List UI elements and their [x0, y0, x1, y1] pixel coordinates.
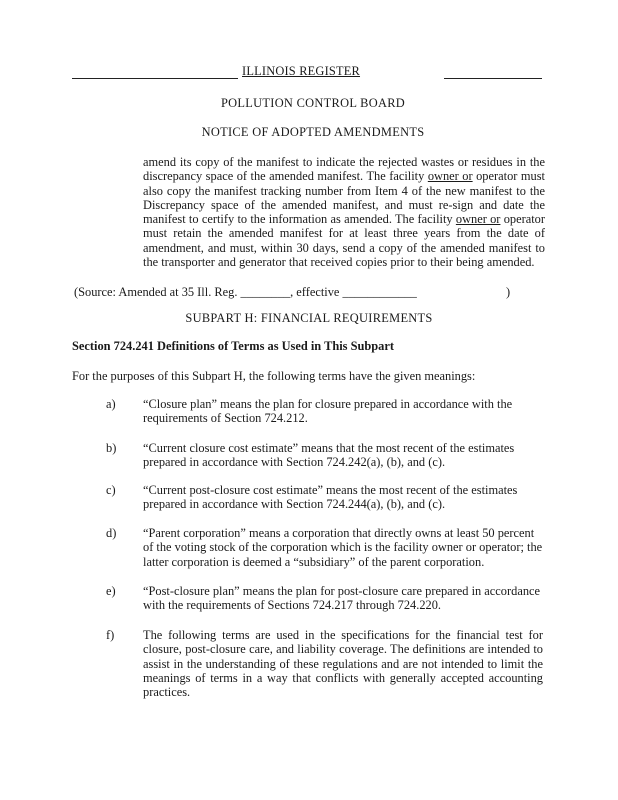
intro-paragraph: For the purposes of this Subpart H, the following terms have the given meanings:	[72, 369, 476, 383]
definition-letter: a)	[106, 397, 116, 411]
subpart-title: SUBPART H: FINANCIAL REQUIREMENTS	[185, 311, 433, 325]
continued-text-3: operator must retain the amended manifest for at least three years from the date of amendment, and must, within 30 days, send a copy of the amended manifest to the transporter and generator that received copies prior to their being amended.	[143, 212, 545, 270]
definition-letter: d)	[106, 526, 117, 540]
definition-text: “Parent corporation” means a corporation that directly owns at least 50 percent of the voting stock of the corporation which is the facility owner or operator; the latter corporation is deemed a “subsidiary” of the parent corporation.	[143, 526, 543, 569]
definition-text: The following terms are used in the specifications for the financial test for closure, post-closure care, and liability coverage. The definitions are intended to assist in the understanding of these regulations and are not intended to limit the meanings of terms in a way that conflicts with generally accepted accounting practices.	[143, 628, 543, 700]
notice-title: NOTICE OF ADOPTED AMENDMENTS	[201, 125, 425, 139]
agency-name: POLLUTION CONTROL BOARD	[220, 96, 406, 110]
header-rule-left	[72, 64, 238, 79]
source-note	[74, 285, 514, 299]
definition-text: “Current closure cost estimate” means that the most recent of the estimates prepared in accordance with Section 724.242(a), (b), and (c).	[143, 441, 515, 470]
underlined-insertion-1: owner or	[427, 169, 473, 184]
source-note-close: )	[506, 285, 511, 299]
definition-letter: b)	[106, 441, 117, 455]
underlined-insertion-2: owner or	[455, 212, 501, 227]
continued-text-1: amend its copy of the manifest to indicate the rejected wastes or residues in the discrepancy space of the amended manifest. The facility	[143, 155, 545, 184]
header-rule-right	[444, 64, 542, 79]
definition-letter: c)	[106, 483, 116, 497]
register-title: ILLINOIS REGISTER	[242, 64, 361, 78]
definition-letter: e)	[106, 584, 116, 598]
definition-text: “Closure plan” means the plan for closure prepared in accordance with the requirements of Section 724.212.	[143, 397, 513, 426]
source-note-text: (Source: Amended at 35 Ill. Reg. ________, effective ____________	[74, 285, 417, 299]
definition-text: “Post-closure plan” means the plan for post-closure care prepared in accordance with the requirements of Sections 724.217 through 724.220.	[143, 584, 541, 613]
definition-letter: f)	[106, 628, 115, 642]
definition-text: “Current post-closure cost estimate” means the most recent of the estimates prepared in accordance with Section 724.244(a), (b), and (c).	[143, 483, 518, 512]
section-heading: Section 724.241 Definitions of Terms as Used in This Subpart	[72, 339, 394, 353]
continued-text-2: operator must also copy the manifest tracking number from Item 4 of the new manifest to the Discrepancy space of the amended manifest, and must re-sign and date the manifest to certify to the information as amended. The facility	[143, 169, 545, 227]
continued-paragraph	[143, 155, 545, 269]
